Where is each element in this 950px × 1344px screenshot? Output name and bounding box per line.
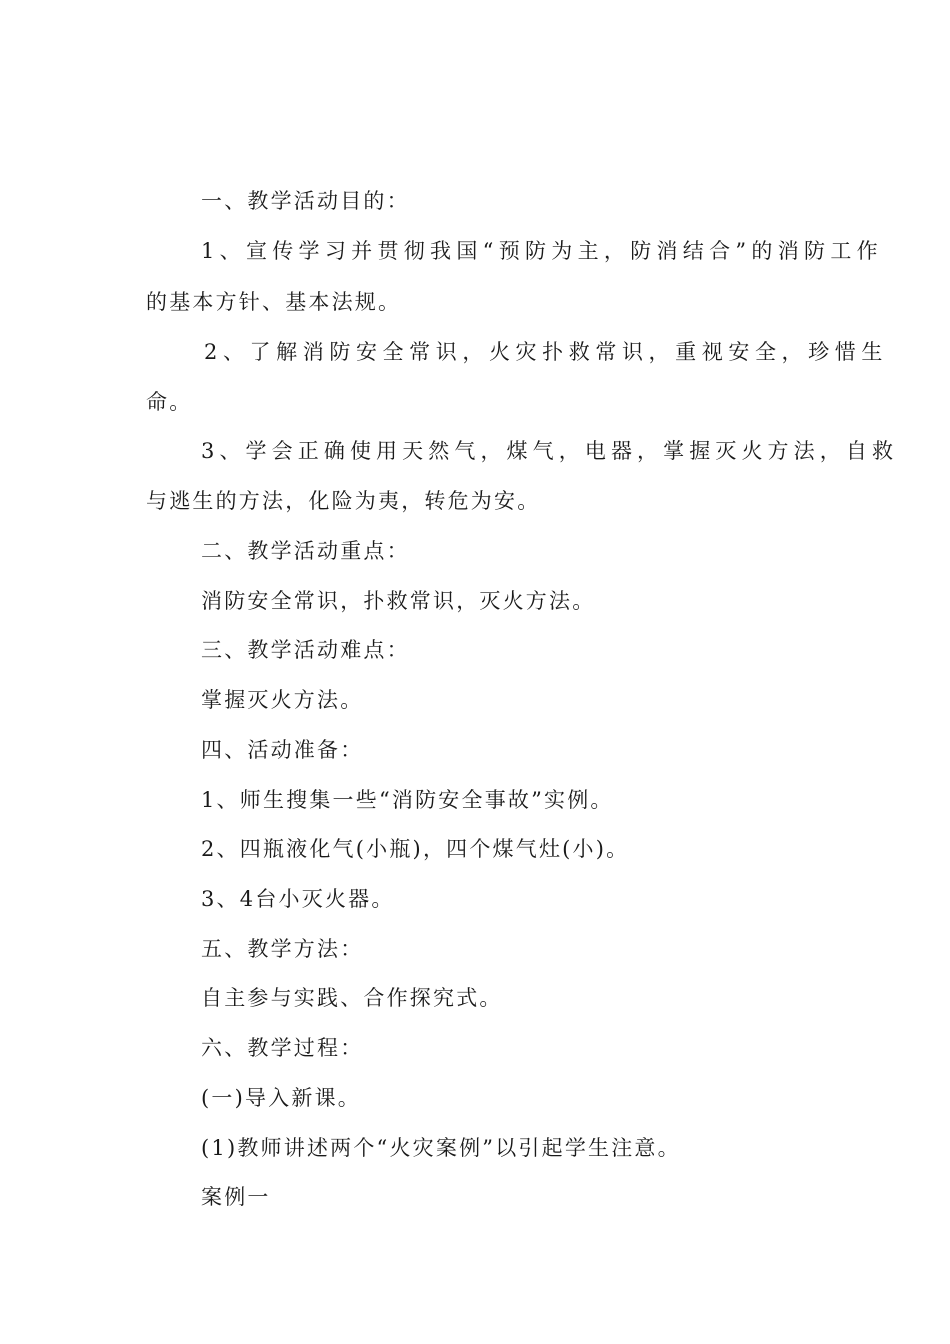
paragraph-line: 的基本方针、基本法规。 bbox=[146, 290, 402, 314]
paragraph-line: 命。 bbox=[146, 390, 193, 414]
section-heading-key-points: 二、教学活动重点： bbox=[201, 539, 410, 563]
subsection-heading: (一)导入新课。 bbox=[201, 1086, 361, 1110]
case-heading: 案例一 bbox=[201, 1185, 271, 1209]
section-heading-process: 六、教学过程： bbox=[201, 1036, 364, 1060]
section-heading-preparation: 四、活动准备： bbox=[201, 738, 364, 762]
paragraph-line: 2、了解消防安全常识，火灾扑救常识，重视安全，珍惜生 bbox=[204, 340, 888, 364]
paragraph-line: 与逃生的方法，化险为夷，转危为安。 bbox=[146, 489, 541, 513]
list-item: 3、4台小灭火器。 bbox=[201, 887, 395, 911]
paragraph-line: 3、学会正确使用天然气，煤气，电器，掌握灭火方法，自救 bbox=[201, 439, 899, 463]
paragraph-line: 1、宣传学习并贯彻我国“预防为主，防消结合”的消防工作 bbox=[201, 239, 883, 263]
paragraph-line: 自主参与实践、合作探究式。 bbox=[201, 986, 503, 1010]
list-item: 1、师生搜集一些“消防安全事故”实例。 bbox=[201, 788, 614, 812]
paragraph-line: 掌握灭火方法。 bbox=[201, 688, 364, 712]
section-heading-objectives: 一、教学活动目的： bbox=[201, 189, 410, 213]
section-heading-difficulties: 三、教学活动难点： bbox=[201, 638, 410, 662]
section-heading-methods: 五、教学方法： bbox=[201, 937, 364, 961]
paragraph-line: 消防安全常识，扑救常识，灭火方法。 bbox=[201, 589, 596, 613]
paragraph-line: (1)教师讲述两个“火灾案例”以引起学生注意。 bbox=[201, 1136, 681, 1160]
list-item: 2、四瓶液化气(小瓶)，四个煤气灶(小)。 bbox=[201, 837, 630, 861]
